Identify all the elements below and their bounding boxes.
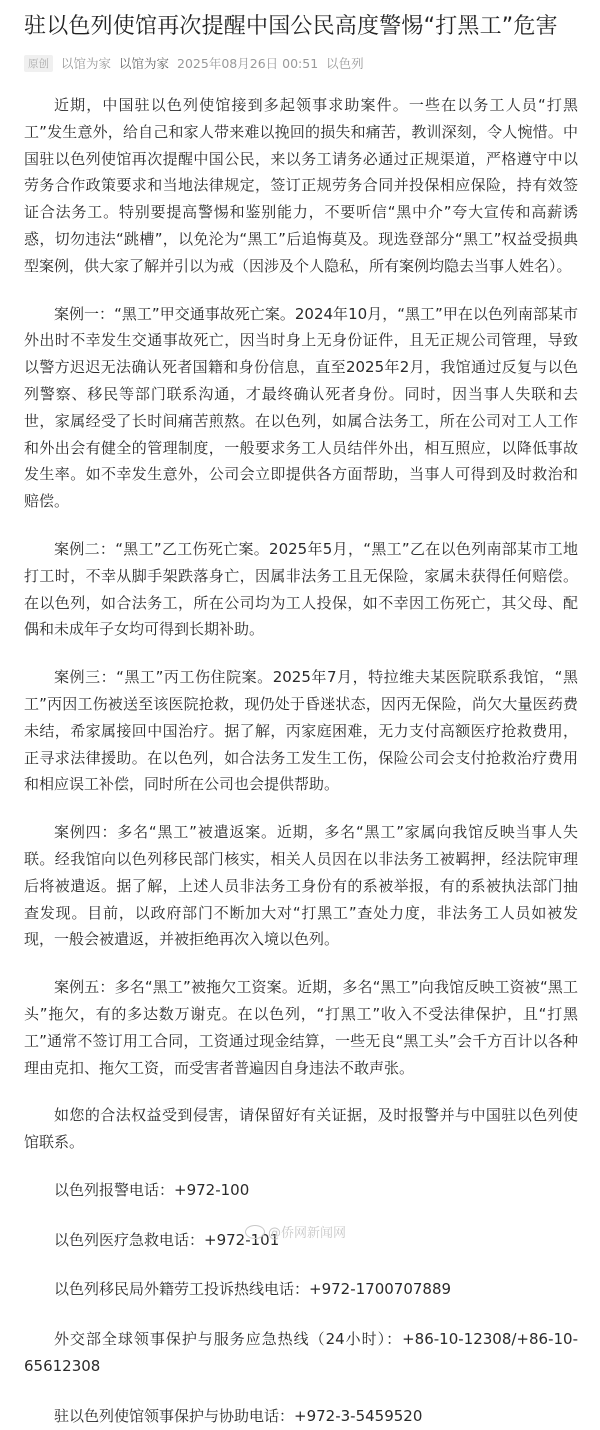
publish-datetime: 2025年08月26日 00:51 bbox=[177, 56, 319, 71]
contact-immigration-hotline: 以色列移民局外籍劳工投诉热线电话：+972-1700707889 bbox=[54, 1280, 452, 1299]
weibo-logo-icon bbox=[245, 1225, 265, 1239]
original-badge: 原创 bbox=[24, 55, 53, 72]
weibo-watermark bbox=[245, 1222, 346, 1241]
contact-mfa-hotline: 外交部全球领事保护与服务应急热线（24小时）：+86-10-12308/+86-10-65612308 bbox=[24, 1330, 578, 1376]
article-meta bbox=[24, 54, 578, 72]
paragraph-case-4: 案例四：多名“黑工”被遣返案。近期，多名“黑工”家属向我馆反映当事人失联。经我馆向以色列移民部门核实，相关人员因在以非法务工被羁押，经法院审理后将被遣返。据了解，上述人员非法务工身份有的系被举报，有的系被执法部门抽查发现。目前，以政府部门不断加大对“打黑工”查处力度，非法务工人员如被发现，一般会被遣返，并被拒绝再次入境以色列。 bbox=[24, 823, 578, 949]
contact-ambulance: 以色列医疗急救电话：+972-101 bbox=[54, 1230, 280, 1249]
article-title: 驻以色列使馆再次提醒中国公民高度警惕“打黑工”危害 bbox=[24, 14, 558, 39]
paragraph-case-5: 案例五：多名“黑工”被拖欠工资案。近期，多名“黑工”向我馆反映工资被“黑工头”拖欠，有的多达数万谢克。在以色列，“打黑工”收入不受法律保护，且“打黑工”通常不签订用工合同，工资通过现金结算，一些无良“黑工头”会千方百计以各种理由克扣、拖欠工资，而受害者普遍因自身违法不敢声张。 bbox=[24, 978, 578, 1077]
author-link[interactable]: 以馆为家 bbox=[119, 56, 170, 71]
source-label: 以馆为家 bbox=[61, 56, 112, 71]
article bbox=[0, 8, 600, 1430]
paragraph-case-2: 案例二：“黑工”乙工伤死亡案。2025年5月，“黑工”乙在以色列南部某市工地打工时，不幸从脚手架跌落身亡，因属非法务工且无保险，家属未获得任何赔偿。在以色列，如合法务工，所在公司均为工人投保，如不幸因工伤死亡，其父母、配偶和未成年子女均可得到长期补助。 bbox=[24, 539, 578, 639]
watermark-text: @侨网新闻网 bbox=[268, 1226, 347, 1241]
contact-embassy: 驻以色列使馆领事保护与协助电话：+972-3-5459520 bbox=[54, 1406, 423, 1425]
contact-police: 以色列报警电话：+972-100 bbox=[54, 1180, 250, 1199]
location-label: 以色列 bbox=[326, 56, 364, 71]
paragraph-intro: 近期，中国驻以色列使馆接到多起领事求助案件。一些在以务工人员“打黑工”发生意外，给自己和家人带来难以挽回的损失和痛苦，教训深刻，令人惋惜。中国驻以色列使馆再次提醒中国公民，来以务工请务必通过正规渠道，严格遵守中以劳务合作政策要求和当地法律规定，签订正规劳务合同并投保相应保险，持有效签证合法务工。特别要提高警惕和鉴别能力，不要听信“黑中介”夸大宣传和高薪诱惑，切勿违法“跳槽”，以免沦为“黑工”后追悔莫及。现选登部分“黑工”权益受损典型案例，供大家了解并引以为戒（因涉及个人隐私，所有案例均隐去当事人姓名）。 bbox=[24, 96, 578, 275]
paragraph-case-3: 案例三：“黑工”丙工伤住院案。2025年7月，特拉维夫某医院联系我馆，“黑工”丙因工伤被送至该医院抢救，现仍处于昏迷状态，因丙无保险，尚欠大量医药费未结，希家属接回中国治疗。据了解，丙家庭困难，无力支付高额医疗抢救费用，正寻求法律援助。在以色列，如合法务工发生工伤，保险公司会支付抢救治疗费用和相应误工补偿，同时所在公司也会提供帮助。 bbox=[24, 668, 578, 794]
paragraph-advice: 如您的合法权益受到侵害，请保留好有关证据，及时报警并与中国驻以色列使馆联系。 bbox=[24, 1106, 578, 1152]
paragraph-case-1: 案例一：“黑工”甲交通事故死亡案。2024年10月，“黑工”甲在以色列南部某市外出时不幸发生交通事故死亡，因当时身上无身份证件，且无正规公司管理，导致以警方迟迟无法确认死者国籍和身份信息，直至2025年2月，我馆通过反复与以色列警察、移民等部门联系沟通，才最终确认死者身份。同时，因当事人失联和去世，家属经受了长时间痛苦煎熬。在以色列，如属合法务工，所在公司对工人工作和外出会有健全的管理制度，一般要求务工人员结伴外出，相互照应，以降低事故发生率。如不幸发生意外，公司会立即提供各方面帮助，当事人可得到及时救治和赔偿。 bbox=[24, 304, 578, 511]
